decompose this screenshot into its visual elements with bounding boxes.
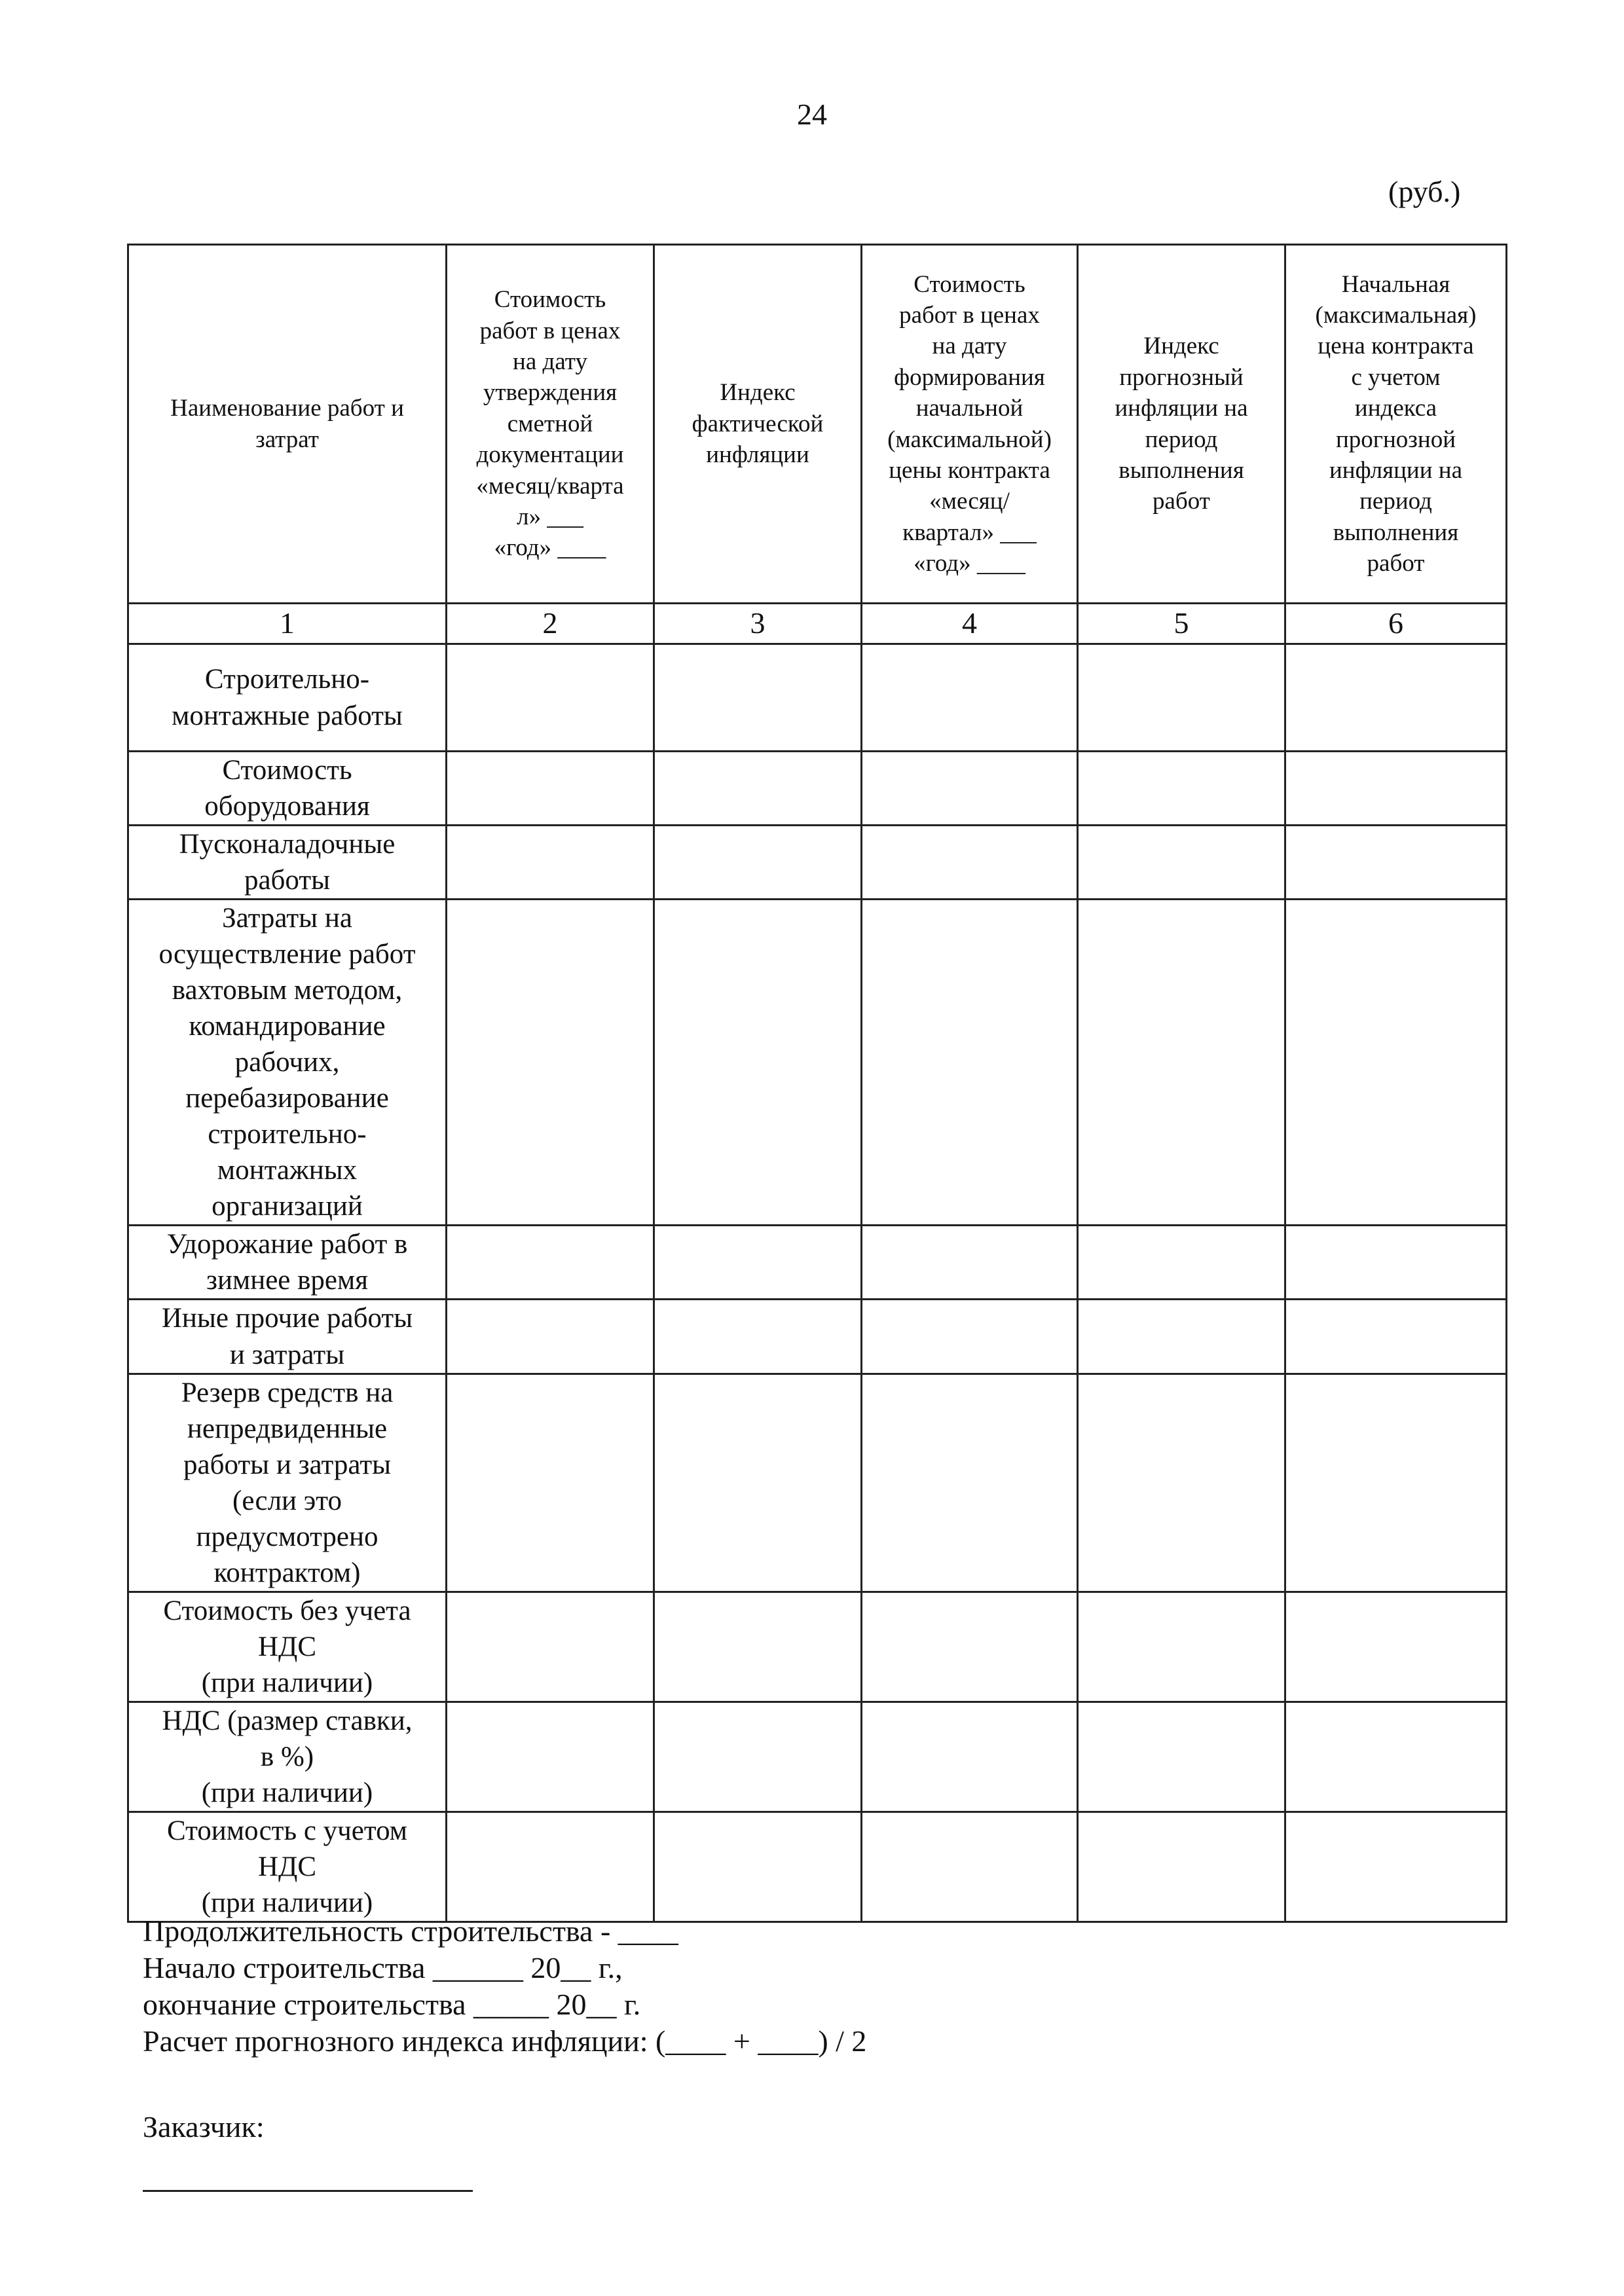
row-label-cell	[128, 1374, 447, 1592]
table-row	[128, 1300, 1507, 1374]
header-work-name: Наименование работ и затрат	[170, 395, 404, 453]
table-row	[128, 1374, 1507, 1592]
column-number: 1	[128, 604, 447, 644]
header-initial-max-price: Начальная (максимальная) цена контракта с учетом индекса прогнозной инфляции на период выполнения работ	[1315, 270, 1477, 577]
value-cell	[447, 1592, 654, 1702]
value-cell	[654, 1812, 862, 1922]
construction-start: Начало строительства ______ 20__ г.,	[143, 1951, 623, 1984]
value-cell	[654, 1374, 862, 1592]
row-label: Пусконаладочные работы	[179, 829, 396, 896]
row-label: Затраты на осуществление работ вахтовым методом, командирование рабочих, перебазирование строительно- монтажных организаций	[158, 903, 416, 1222]
value-cell	[654, 826, 862, 900]
value-cell	[447, 1812, 654, 1922]
construction-duration: Продолжительность строительства - ____	[143, 1914, 678, 1948]
signature-line	[143, 2190, 473, 2192]
header-cost-contract-date: Стоимость работ в ценах на дату формирования начальной (максимальной) цены контракта «месяц/ квартал» ___ «год» ____	[887, 270, 1052, 577]
value-cell	[1078, 1702, 1285, 1812]
value-cell	[447, 1226, 654, 1300]
value-cell	[1285, 644, 1507, 752]
value-cell	[1078, 644, 1285, 752]
column-number: 6	[1285, 604, 1507, 644]
value-cell	[654, 1702, 862, 1812]
header-actual-inflation-index: Индекс фактической инфляции	[692, 379, 824, 469]
row-label-cell	[128, 826, 447, 900]
row-label-cell	[128, 752, 447, 826]
header-cost-approval-date: Стоимость работ в ценах на дату утверждения сметной документации «месяц/кварта л» ___ «год» ____	[476, 286, 624, 562]
column-number-row	[128, 604, 1507, 644]
row-label: Стоимость оборудования	[204, 755, 370, 822]
value-cell	[1285, 1374, 1507, 1592]
value-cell	[1285, 1300, 1507, 1374]
value-cell	[447, 752, 654, 826]
value-cell	[447, 644, 654, 752]
value-cell	[1285, 1812, 1507, 1922]
row-label: Резерв средств на непредвиденные работы и затраты (если это предусмотрено контрактом)	[181, 1377, 394, 1588]
row-label: Стоимость без учета НДС (при наличии)	[163, 1595, 411, 1698]
row-label: Иные прочие работы и затраты	[161, 1303, 413, 1370]
value-cell	[447, 1300, 654, 1374]
column-number: 3	[654, 604, 862, 644]
value-cell	[447, 1702, 654, 1812]
row-label-cell	[128, 900, 447, 1226]
header-cell	[128, 245, 447, 604]
table-row	[128, 752, 1507, 826]
column-number: 4	[862, 604, 1078, 644]
value-cell	[447, 900, 654, 1226]
table-row	[128, 1812, 1507, 1922]
table-row	[128, 826, 1507, 900]
table-row	[128, 1592, 1507, 1702]
cost-calculation-table	[127, 244, 1507, 1923]
forecast-index-calculation: Расчет прогнозного индекса инфляции: (____ + ____) / 2	[143, 2024, 867, 2058]
value-cell	[862, 1592, 1078, 1702]
header-cell	[654, 245, 862, 604]
row-label-cell	[128, 1226, 447, 1300]
table-row	[128, 1702, 1507, 1812]
value-cell	[862, 1374, 1078, 1592]
value-cell	[654, 752, 862, 826]
table-header-row	[128, 245, 1507, 604]
value-cell	[447, 826, 654, 900]
currency-unit: (руб.)	[1388, 175, 1461, 208]
value-cell	[862, 1702, 1078, 1812]
value-cell	[1285, 1226, 1507, 1300]
header-cell	[447, 245, 654, 604]
table-row	[128, 1226, 1507, 1300]
row-label-cell	[128, 1592, 447, 1702]
construction-end: окончание строительства _____ 20__ г.	[143, 1988, 641, 2021]
header-cell	[1078, 245, 1285, 604]
value-cell	[1078, 752, 1285, 826]
column-number: 2	[447, 604, 654, 644]
header-forecast-inflation-index: Индекс прогнозный инфляции на период выполнения работ	[1115, 333, 1248, 515]
header-cell	[1285, 245, 1507, 604]
value-cell	[1285, 752, 1507, 826]
value-cell	[862, 1300, 1078, 1374]
value-cell	[862, 900, 1078, 1226]
value-cell	[862, 752, 1078, 826]
value-cell	[1078, 1592, 1285, 1702]
value-cell	[1285, 1702, 1507, 1812]
row-label: Удорожание работ в зимнее время	[166, 1229, 408, 1296]
value-cell	[1078, 1812, 1285, 1922]
value-cell	[862, 1812, 1078, 1922]
row-label-cell	[128, 644, 447, 752]
row-label: Строительно- монтажные работы	[172, 664, 403, 731]
value-cell	[654, 1592, 862, 1702]
value-cell	[654, 1226, 862, 1300]
value-cell	[1078, 826, 1285, 900]
page-number: 24	[797, 98, 827, 131]
row-label: Стоимость с учетом НДС (при наличии)	[166, 1815, 408, 1918]
value-cell	[1078, 1226, 1285, 1300]
table-row	[128, 644, 1507, 752]
row-label-cell	[128, 1300, 447, 1374]
header-cell	[862, 245, 1078, 604]
value-cell	[862, 644, 1078, 752]
row-label-cell	[128, 1702, 447, 1812]
value-cell	[1285, 900, 1507, 1226]
value-cell	[1078, 1300, 1285, 1374]
value-cell	[862, 1226, 1078, 1300]
value-cell	[654, 644, 862, 752]
value-cell	[654, 900, 862, 1226]
row-label: НДС (размер ставки, в %) (при наличии)	[162, 1705, 413, 1808]
value-cell	[447, 1374, 654, 1592]
value-cell	[1285, 826, 1507, 900]
table-row	[128, 900, 1507, 1226]
construction-info	[143, 1913, 866, 2060]
value-cell	[862, 826, 1078, 900]
value-cell	[1078, 1374, 1285, 1592]
customer-label: Заказчик:	[143, 2110, 265, 2143]
row-label-cell	[128, 1812, 447, 1922]
value-cell	[1078, 900, 1285, 1226]
value-cell	[654, 1300, 862, 1374]
column-number: 5	[1078, 604, 1285, 644]
value-cell	[1285, 1592, 1507, 1702]
